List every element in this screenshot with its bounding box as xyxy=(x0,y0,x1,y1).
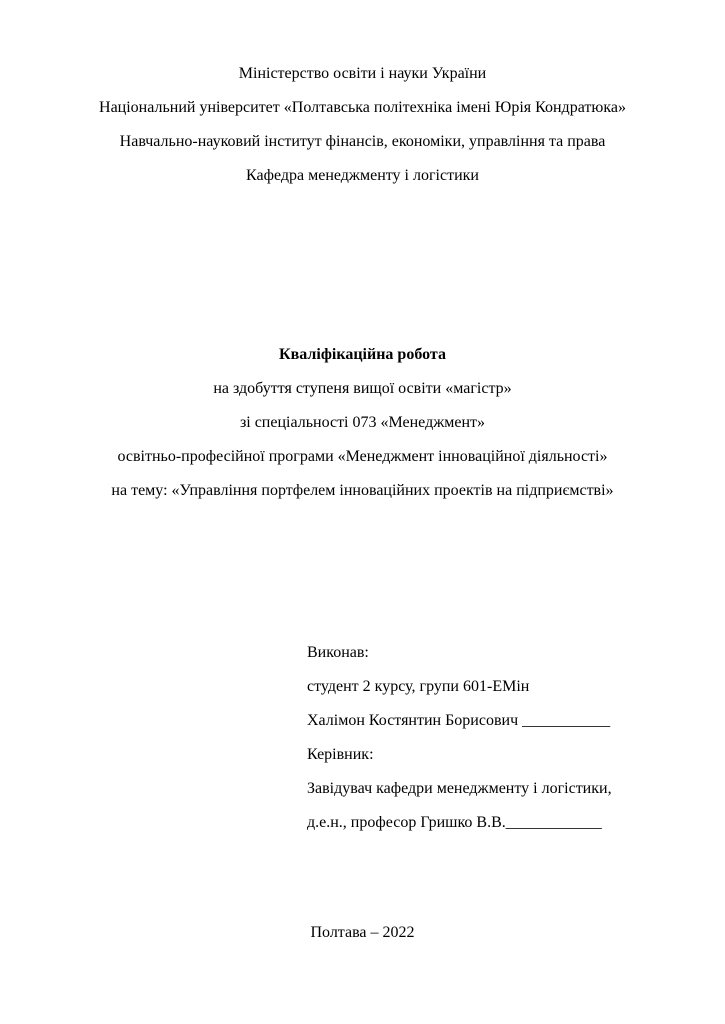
student-line: студент 2 курсу, групи 601-ЕМін xyxy=(307,678,530,695)
supervisor-label: Керівник: xyxy=(307,746,374,763)
thesis-title-block xyxy=(0,338,725,508)
ministry-line: Міністерство освіти і науки України xyxy=(238,65,487,82)
topic-line: на тему: «Управління портфелем інноваційних проектів на підприємстві» xyxy=(111,482,614,499)
specialty-line: зі спеціальності 073 «Менеджмент» xyxy=(239,414,486,431)
footer xyxy=(0,916,725,950)
university-header xyxy=(0,0,725,193)
supervisor-position-line: Завідувач кафедри менеджменту і логістики, xyxy=(307,780,612,797)
student-name-signature-line: Халімон Костянтин Борисович ___________ xyxy=(307,712,611,729)
thesis-title: Кваліфікаційна робота xyxy=(279,346,446,363)
department-line: Кафедра менеджменту і логістики xyxy=(246,167,479,184)
university-line: Національний університет «Полтавська політехніка імені Юрія Кондратюка» xyxy=(99,99,626,116)
executor-block xyxy=(0,636,725,840)
institute-line: Навчально-науковий інститут фінансів, економіки, управління та права xyxy=(119,133,606,150)
program-line: освітньо-професійної програми «Менеджмент інноваційної діяльності» xyxy=(117,448,608,465)
city-year-line: Полтава – 2022 xyxy=(310,924,415,941)
supervisor-name-signature-line: д.е.н., професор Гришко В.В.____________ xyxy=(307,814,602,831)
degree-line: на здобуття ступеня вищої освіти «магістр» xyxy=(213,380,512,397)
executor-label: Виконав: xyxy=(307,644,369,661)
